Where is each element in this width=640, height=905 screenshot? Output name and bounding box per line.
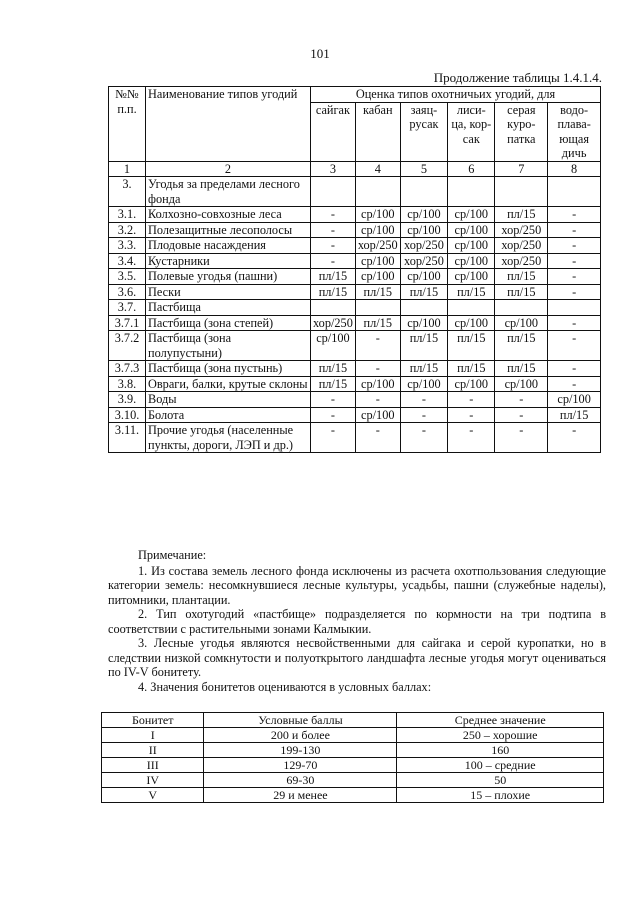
bonitet-class: II: [102, 743, 204, 758]
rating-cell: -: [448, 407, 495, 423]
rating-cell: ср/100: [448, 207, 495, 223]
ground-type-name: Угодья за пределами лесного фонда: [146, 177, 311, 207]
rating-cell: ср/100: [495, 315, 548, 331]
table-row: [109, 331, 601, 361]
rating-cell: ср/100: [311, 331, 356, 361]
rating-cell: ср/100: [548, 392, 601, 408]
bonitet-body: [102, 728, 604, 803]
ground-type-name: Воды: [146, 392, 311, 408]
bonitet-average: 50: [397, 773, 604, 788]
rating-cell: [448, 300, 495, 316]
rating-cell: пл/15: [311, 269, 356, 285]
rating-cell: ср/100: [400, 222, 448, 238]
animal-header: водо-плава-ющая дичь: [548, 102, 601, 161]
row-number: 3.8.: [109, 376, 146, 392]
note-item: 1. Из состава земель лесного фонда исключены из расчета охотпользования следующие категории земель: несомкнувшиеся лесные культуры, усадьбы, пашни (служебные наделы), питомники, плантации.: [108, 563, 606, 607]
rating-cell: -: [548, 361, 601, 377]
ground-type-name: Полезащитные лесополосы: [146, 222, 311, 238]
rating-cell: -: [548, 253, 601, 269]
rating-cell: [548, 300, 601, 316]
row-number: 3.7.3: [109, 361, 146, 377]
column-number: 7: [495, 161, 548, 177]
hunting-grounds-body: [109, 177, 601, 453]
animal-header: сайгак: [311, 102, 356, 161]
bonitet-points: 200 и более: [204, 728, 397, 743]
ground-type-name: Полевые угодья (пашни): [146, 269, 311, 285]
rating-cell: -: [548, 315, 601, 331]
row-number: 3.4.: [109, 253, 146, 269]
row-number: 3.: [109, 177, 146, 207]
row-number: 3.7.1: [109, 315, 146, 331]
hunting-grounds-table: [108, 86, 601, 453]
table-row: [109, 361, 601, 377]
rating-cell: пл/15: [495, 269, 548, 285]
rating-cell: пл/15: [311, 284, 356, 300]
note-item: 3. Лесные угодья являются несвойственными для сайгака и серой куропатки, но в следствии низкой сомкнутости и полуоткрытого ландшафта лесные угодья могут оцениваться по IV-V бонитету.: [108, 636, 606, 679]
rating-cell: ср/100: [355, 222, 400, 238]
rating-cell: -: [311, 253, 356, 269]
rating-cell: ср/100: [355, 207, 400, 223]
rating-cell: -: [355, 331, 400, 361]
rating-cell: -: [400, 407, 448, 423]
rating-cell: пл/15: [311, 376, 356, 392]
rating-cell: ср/100: [448, 376, 495, 392]
rating-cell: [495, 177, 548, 207]
ground-type-name: Пастбища (зона полупустыни): [146, 331, 311, 361]
note-item: 2. Тип охотугодий «пастбище» подразделяется по кормности на три подтипа в соответствии с растительными зонами Калмыкии.: [108, 607, 606, 636]
rating-cell: -: [495, 423, 548, 453]
ground-type-name: Пастбища (зона степей): [146, 315, 311, 331]
col-num-header: №№ п.п.: [109, 87, 146, 162]
bonitet-row: [102, 743, 604, 758]
rating-cell: ср/100: [355, 253, 400, 269]
rating-cell: [311, 300, 356, 316]
bonitet-table: [101, 712, 604, 803]
rating-cell: -: [400, 423, 448, 453]
animal-header: серая куро-патка: [495, 102, 548, 161]
note-item: 4. Значения бонитетов оцениваются в условных баллах:: [138, 679, 432, 694]
rating-cell: хор/250: [311, 315, 356, 331]
column-number: 1: [109, 161, 146, 177]
rating-cell: ср/100: [355, 269, 400, 285]
rating-cell: пл/15: [448, 361, 495, 377]
rating-cell: [355, 177, 400, 207]
rating-cell: ср/100: [400, 207, 448, 223]
rating-cell: ср/100: [400, 376, 448, 392]
rating-cell: [400, 300, 448, 316]
rating-cell: хор/250: [355, 238, 400, 254]
rating-cell: хор/250: [495, 253, 548, 269]
ground-type-name: Пески: [146, 284, 311, 300]
row-number: 3.6.: [109, 284, 146, 300]
rating-cell: -: [548, 207, 601, 223]
rating-cell: [548, 177, 601, 207]
table-row: [109, 222, 601, 238]
bonitet-class: IV: [102, 773, 204, 788]
rating-cell: -: [311, 222, 356, 238]
table-row: [109, 177, 601, 207]
row-number: 3.9.: [109, 392, 146, 408]
bonitet-class: III: [102, 758, 204, 773]
ground-type-name: Пастбища: [146, 300, 311, 316]
column-number: 4: [355, 161, 400, 177]
rating-cell: -: [355, 361, 400, 377]
bonitet-header: Бонитет: [102, 713, 204, 728]
rating-cell: ср/100: [448, 269, 495, 285]
row-number: 3.1.: [109, 207, 146, 223]
rating-cell: ср/100: [448, 315, 495, 331]
ground-type-name: Пастбища (зона пустынь): [146, 361, 311, 377]
row-number: 3.7.2: [109, 331, 146, 361]
rating-cell: ср/100: [355, 376, 400, 392]
ground-type-name: Колхозно-совхозные леса: [146, 207, 311, 223]
rating-cell: пл/15: [400, 331, 448, 361]
table-row: [109, 376, 601, 392]
bonitet-average: 15 – плохие: [397, 788, 604, 803]
rating-cell: -: [448, 392, 495, 408]
rating-cell: [311, 177, 356, 207]
rating-cell: -: [400, 392, 448, 408]
row-number: 3.5.: [109, 269, 146, 285]
rating-cell: -: [495, 407, 548, 423]
animal-header: заяц-русак: [400, 102, 448, 161]
notes-section: [108, 548, 606, 694]
bonitet-points: 29 и менее: [204, 788, 397, 803]
rating-cell: [448, 177, 495, 207]
notes-title: Примечание:: [138, 548, 207, 562]
rating-cell: пл/15: [495, 207, 548, 223]
column-number: 6: [448, 161, 495, 177]
rating-cell: [495, 300, 548, 316]
animal-header: кабан: [355, 102, 400, 161]
animal-header: лиси-ца, кор-сак: [448, 102, 495, 161]
ground-type-name: Плодовые насаждения: [146, 238, 311, 254]
col-name-header: Наименование типов угодий: [146, 87, 311, 162]
bonitet-row: [102, 773, 604, 788]
ground-type-name: Прочие угодья (населенные пункты, дороги, ЛЭП и др.): [146, 423, 311, 453]
rating-cell: пл/15: [495, 331, 548, 361]
rating-cell: пл/15: [495, 284, 548, 300]
rating-cell: ср/100: [495, 376, 548, 392]
bonitet-average: 100 – средние: [397, 758, 604, 773]
bonitet-class: I: [102, 728, 204, 743]
rating-cell: хор/250: [495, 238, 548, 254]
rating-cell: ср/100: [400, 315, 448, 331]
table-row: [109, 253, 601, 269]
rating-cell: ср/100: [448, 222, 495, 238]
rating-cell: -: [311, 238, 356, 254]
rating-cell: -: [311, 207, 356, 223]
rating-cell: -: [548, 284, 601, 300]
table-row: [109, 407, 601, 423]
rating-cell: хор/250: [495, 222, 548, 238]
table-row: [109, 269, 601, 285]
ground-type-name: Овраги, балки, крутые склоны: [146, 376, 311, 392]
rating-cell: [400, 177, 448, 207]
table-row: [109, 238, 601, 254]
row-number: 3.2.: [109, 222, 146, 238]
table-row: [109, 423, 601, 453]
bonitet-class: V: [102, 788, 204, 803]
rating-cell: -: [311, 392, 356, 408]
rating-cell: ср/100: [448, 238, 495, 254]
rating-cell: пл/15: [495, 361, 548, 377]
rating-cell: -: [548, 423, 601, 453]
rating-cell: ср/100: [400, 269, 448, 285]
rating-cell: пл/15: [355, 284, 400, 300]
bonitet-points: 129-70: [204, 758, 397, 773]
table-row: [109, 300, 601, 316]
rating-cell: -: [548, 238, 601, 254]
rating-cell: -: [355, 423, 400, 453]
rating-cell: пл/15: [548, 407, 601, 423]
ground-type-name: Болота: [146, 407, 311, 423]
rating-cell: хор/250: [400, 238, 448, 254]
page-number: 101: [310, 46, 330, 61]
rating-cell: [355, 300, 400, 316]
column-number: 2: [146, 161, 311, 177]
row-number: 3.3.: [109, 238, 146, 254]
rating-cell: пл/15: [400, 284, 448, 300]
table-row: [109, 207, 601, 223]
rating-cell: пл/15: [355, 315, 400, 331]
bonitet-row: [102, 758, 604, 773]
bonitet-points: 69-30: [204, 773, 397, 788]
table-caption: Продолжение таблицы 1.4.1.4.: [433, 70, 602, 85]
bonitet-average: 250 – хорошие: [397, 728, 604, 743]
row-number: 3.7.: [109, 300, 146, 316]
rating-cell: -: [495, 392, 548, 408]
ground-type-name: Кустарники: [146, 253, 311, 269]
table-row: [109, 284, 601, 300]
rating-cell: -: [548, 331, 601, 361]
table-row: [109, 392, 601, 408]
rating-cell: -: [311, 407, 356, 423]
group-header: Оценка типов охотничьих угодий, для: [311, 87, 601, 103]
rating-cell: -: [448, 423, 495, 453]
rating-cell: ср/100: [448, 253, 495, 269]
rating-cell: пл/15: [311, 361, 356, 377]
column-number: 8: [548, 161, 601, 177]
row-number: 3.11.: [109, 423, 146, 453]
rating-cell: -: [311, 423, 356, 453]
bonitet-points: 199-130: [204, 743, 397, 758]
column-number: 3: [311, 161, 356, 177]
rating-cell: пл/15: [448, 284, 495, 300]
points-header: Условные баллы: [204, 713, 397, 728]
bonitet-average: 160: [397, 743, 604, 758]
column-number-row: [109, 161, 601, 177]
bonitet-row: [102, 788, 604, 803]
rating-cell: -: [548, 269, 601, 285]
rating-cell: хор/250: [400, 253, 448, 269]
table-row: [109, 315, 601, 331]
rating-cell: -: [548, 222, 601, 238]
rating-cell: -: [548, 376, 601, 392]
row-number: 3.10.: [109, 407, 146, 423]
rating-cell: пл/15: [400, 361, 448, 377]
bonitet-row: [102, 728, 604, 743]
average-header: Среднее значение: [397, 713, 604, 728]
rating-cell: ср/100: [355, 407, 400, 423]
rating-cell: -: [355, 392, 400, 408]
column-number: 5: [400, 161, 448, 177]
rating-cell: пл/15: [448, 331, 495, 361]
